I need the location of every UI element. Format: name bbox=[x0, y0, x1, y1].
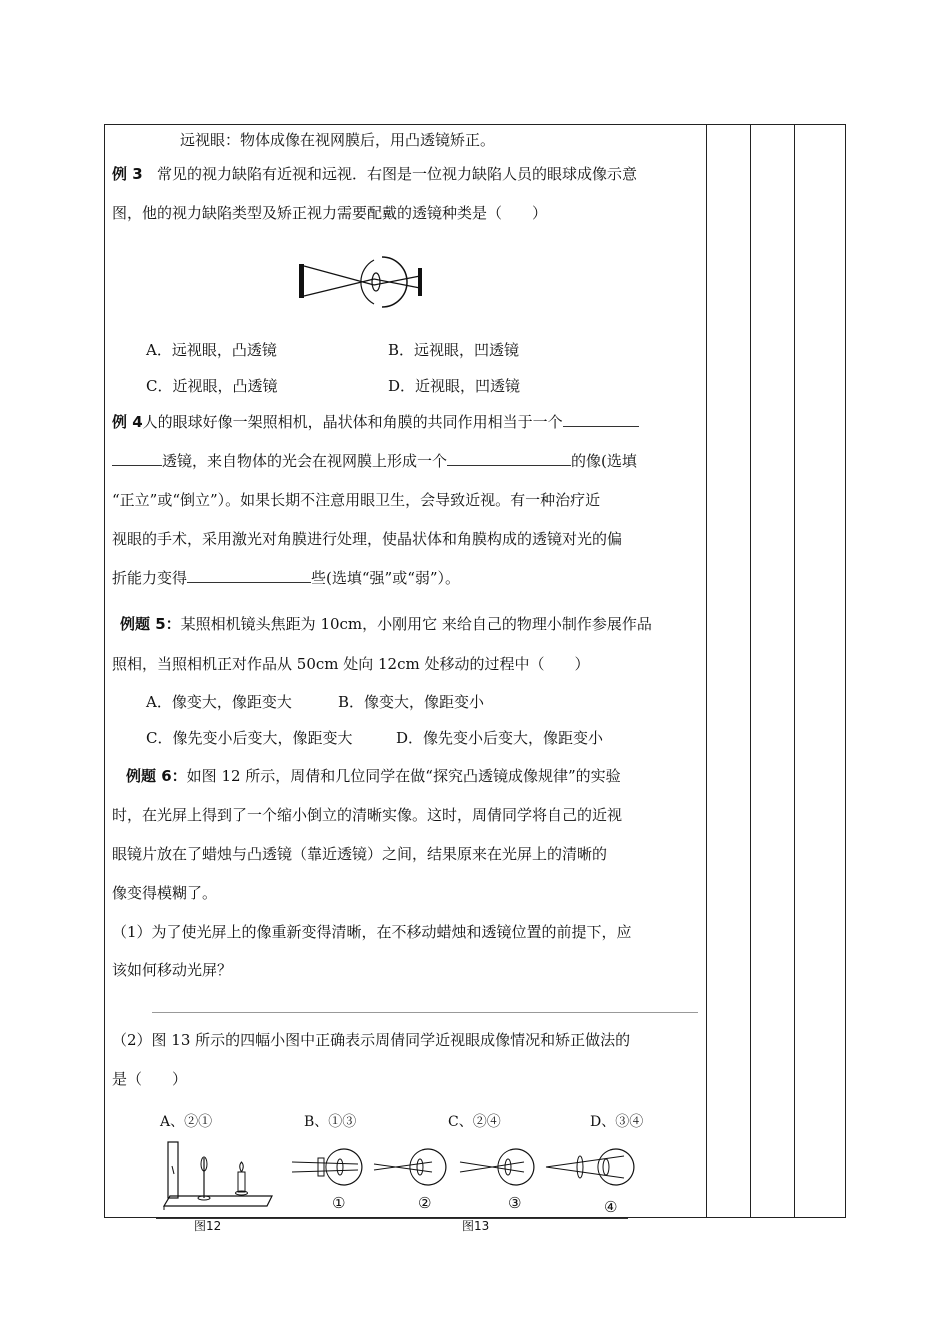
example3-line2: 图，他的视力缺陷类型及矫正视力需要配戴的透镜种类是（ ） bbox=[112, 204, 548, 222]
eye-diagram bbox=[292, 252, 432, 322]
example3-text: 常见的视力缺陷有近视和远视．右图是一位视力缺陷人员的眼球成像示意 bbox=[156, 165, 637, 183]
intro-text: 远视眼：物体成像在视网膜后，用凸透镜矫正。 bbox=[180, 131, 496, 149]
example3-option-c: C．近视眼，凸透镜 bbox=[146, 377, 278, 395]
example6-label: 例题 6： bbox=[126, 767, 187, 785]
figure-choice-a: A、②① bbox=[160, 1114, 213, 1130]
blank bbox=[187, 568, 311, 583]
example6-line2: 时，在光屏上得到了一个缩小倒立的清晰实像。这时，周倩同学将自己的近视 bbox=[112, 806, 623, 824]
column-divider bbox=[750, 124, 751, 1218]
column-divider bbox=[794, 124, 795, 1218]
example4-label: 例 4 bbox=[112, 413, 143, 431]
figure13-number-2: ② bbox=[418, 1194, 432, 1212]
figure-baseline bbox=[156, 1218, 628, 1219]
column-divider bbox=[706, 124, 707, 1218]
figure-choice-c: C、②④ bbox=[448, 1114, 501, 1130]
example3-label: 例 3 bbox=[112, 165, 143, 183]
figure-choice-b: B、①③ bbox=[304, 1114, 357, 1130]
example4-line2: 透镜，来自物体的光会在视网膜上形成一个 的像(选填 bbox=[112, 451, 637, 471]
example4-line5: 折能力变得 些(选填“强”或“弱”）。 bbox=[112, 569, 461, 587]
blank bbox=[447, 451, 571, 466]
figure-choice-d: D、③④ bbox=[590, 1114, 644, 1130]
figure13-diagram-3 bbox=[458, 1136, 544, 1216]
figure13-number-3: ③ bbox=[508, 1194, 522, 1212]
example5-line1: 例题 5：某照相机镜头焦距为 10cm，小刚用它 来给自己的物理小制作参展作品 bbox=[120, 615, 652, 633]
example5-option-b: B．像变大，像距变小 bbox=[338, 693, 485, 711]
example6-line3: 眼镜片放在了蜡烛与凸透镜（靠近透镜）之间，结果原来在光屏上的清晰的 bbox=[112, 845, 608, 863]
figure13-diagram-1 bbox=[288, 1136, 372, 1216]
example3-line1 bbox=[112, 164, 637, 184]
question2-line1: （2）图 13 所示的四幅小图中正确表示周倩同学近视眼成像情况和矫正做法的 bbox=[112, 1031, 631, 1049]
example5-line2: 照相，当照相机正对作品从 50cm 处向 12cm 处移动的过程中（ ） bbox=[112, 655, 590, 673]
example3-option-b: B．远视眼，凹透镜 bbox=[388, 341, 520, 359]
question1-line1: （1）为了使光屏上的像重新变得清晰，在不移动蜡烛和透镜位置的前提下，应 bbox=[112, 923, 632, 941]
figure13-diagram-2 bbox=[372, 1136, 458, 1216]
example5-option-d: D．像先变小后变大，像距变小 bbox=[396, 729, 604, 747]
blank bbox=[112, 451, 162, 466]
example6-line4: 像变得模糊了。 bbox=[112, 884, 218, 902]
blank bbox=[563, 412, 639, 427]
example4-line1: 例 4人的眼球好像一架照相机，晶状体和角膜的共同作用相当于一个 bbox=[112, 412, 639, 432]
example4-line4: 视眼的手术，采用激光对角膜进行处理，使晶状体和角膜构成的透镜对光的偏 bbox=[112, 530, 623, 548]
question2-line2: 是（ ） bbox=[112, 1070, 188, 1088]
example3-option-a: A．远视眼，凸透镜 bbox=[146, 341, 277, 359]
figure13-diagram-4 bbox=[544, 1136, 640, 1220]
example5-label: 例题 5： bbox=[120, 615, 181, 633]
example5-option-a: A．像变大，像距变大 bbox=[146, 693, 292, 711]
figure13-number-4: ④ bbox=[604, 1198, 618, 1216]
question1-line2: 该如何移动光屏？ bbox=[112, 961, 233, 979]
figure13-number-1: ① bbox=[332, 1194, 346, 1212]
figure13-caption: 图13 bbox=[462, 1219, 490, 1233]
example3-option-d: D．近视眼，凹透镜 bbox=[388, 377, 521, 395]
answer-line bbox=[152, 1012, 698, 1013]
example4-line3: “正立”或“倒立”）。如果长期不注意用眼卫生，会导致近视。有一种治疗近 bbox=[112, 491, 601, 509]
example5-option-c: C．像先变小后变大，像距变大 bbox=[146, 729, 353, 747]
figure12-caption: 图12 bbox=[194, 1219, 222, 1233]
figure12-optical-bench bbox=[152, 1136, 282, 1216]
example6-line1: 例题 6：如图 12 所示，周倩和几位同学在做“探究凸透镜成像规律”的实验 bbox=[126, 767, 621, 785]
